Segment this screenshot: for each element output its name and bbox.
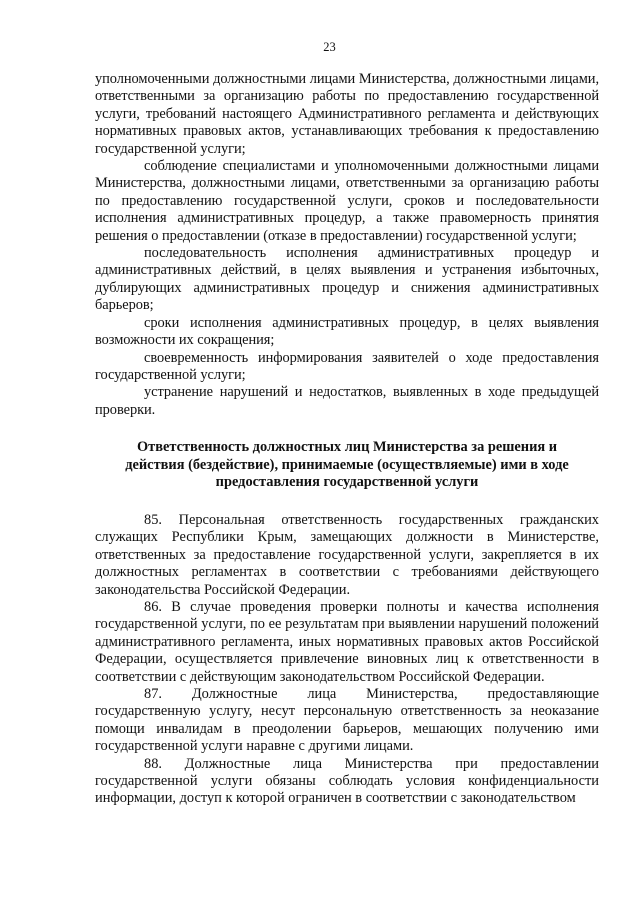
paragraph: своевременность информирования заявителей о ходе предоставления государственной услуги; bbox=[95, 349, 599, 383]
paragraph: соблюдение специалистами и уполномоченными должностными лицами Министерства, должностными лицами, ответственными за организацию работы по предоставлению государственной услуги, сроков и последовательности исполнения административных процедур, а также правомерность принятия решения о предоставлении (отказе в предоставлении) государственной услуги; bbox=[95, 158, 599, 244]
section-heading bbox=[95, 439, 599, 492]
numbered-paragraph-87: 87. Должностные лица Министерства, предоставляющие государственную услугу, несут персональную ответственность за неоказание помощи инвалидам в преодолении барьеров, мешающих получению ими государственной услуги наравне с другими лицами. bbox=[95, 685, 599, 755]
intro-text bbox=[95, 71, 599, 419]
page-number: 23 bbox=[323, 40, 336, 54]
paragraph: устранение нарушений и недостатков, выявленных в ходе предыдущей проверки. bbox=[95, 384, 599, 418]
paragraph: сроки исполнения административных процедур, в целях выявления возможности их сокращения; bbox=[95, 314, 599, 349]
numbered-paragraph-86: 86. В случае проведения проверки полноты и качества исполнения государственной услуги, по ее результатам при выявлении нарушений положений административного регламента, иных нормативных правовых актов Российской Федерации, осуществляется привлечение виновных лиц к ответственности в соответствии с действующим законодательством Российской Федерации. bbox=[95, 598, 599, 685]
numbered-paragraph-85: 85. Персональная ответственность государственных гражданских служащих Республики Крым, замещающих должности в Министерстве, ответственных за предоставление государственной услуги, закрепляется в их должностных регламентах в соответствии с требованиями действующего законодательства Российской Федерации. bbox=[95, 511, 599, 598]
section-heading-line: Ответственность должностных лиц Министерства за решения и bbox=[136, 439, 558, 456]
paragraph: уполномоченными должностными лицами Министерства, должностными лицами, ответственными за организацию работы по предоставлению государственной услуги, требований настоящего Административного регламента и действующих нормативных правовых актов, устанавливающих требования к предоставлению государственной услуги; bbox=[95, 71, 599, 157]
section-heading-line: предоставления государственной услуги bbox=[215, 474, 479, 491]
numbered-paragraph-88: 88. Должностные лица Министерства при предоставлении государственной услуги обязаны соблюдать условия конфиденциальности информации, доступ к которой ограничен в соответствии с законодательством bbox=[95, 755, 599, 807]
paragraph: последовательность исполнения административных процедур и административных действий, в целях выявления и устранения избыточных, дублирующих административных процедур и снижения административных барьеров; bbox=[95, 245, 599, 314]
numbered-paragraphs bbox=[95, 512, 599, 808]
section-heading-line: действия (бездействие), принимаемые (осуществляемые) ими в ходе bbox=[125, 456, 569, 473]
